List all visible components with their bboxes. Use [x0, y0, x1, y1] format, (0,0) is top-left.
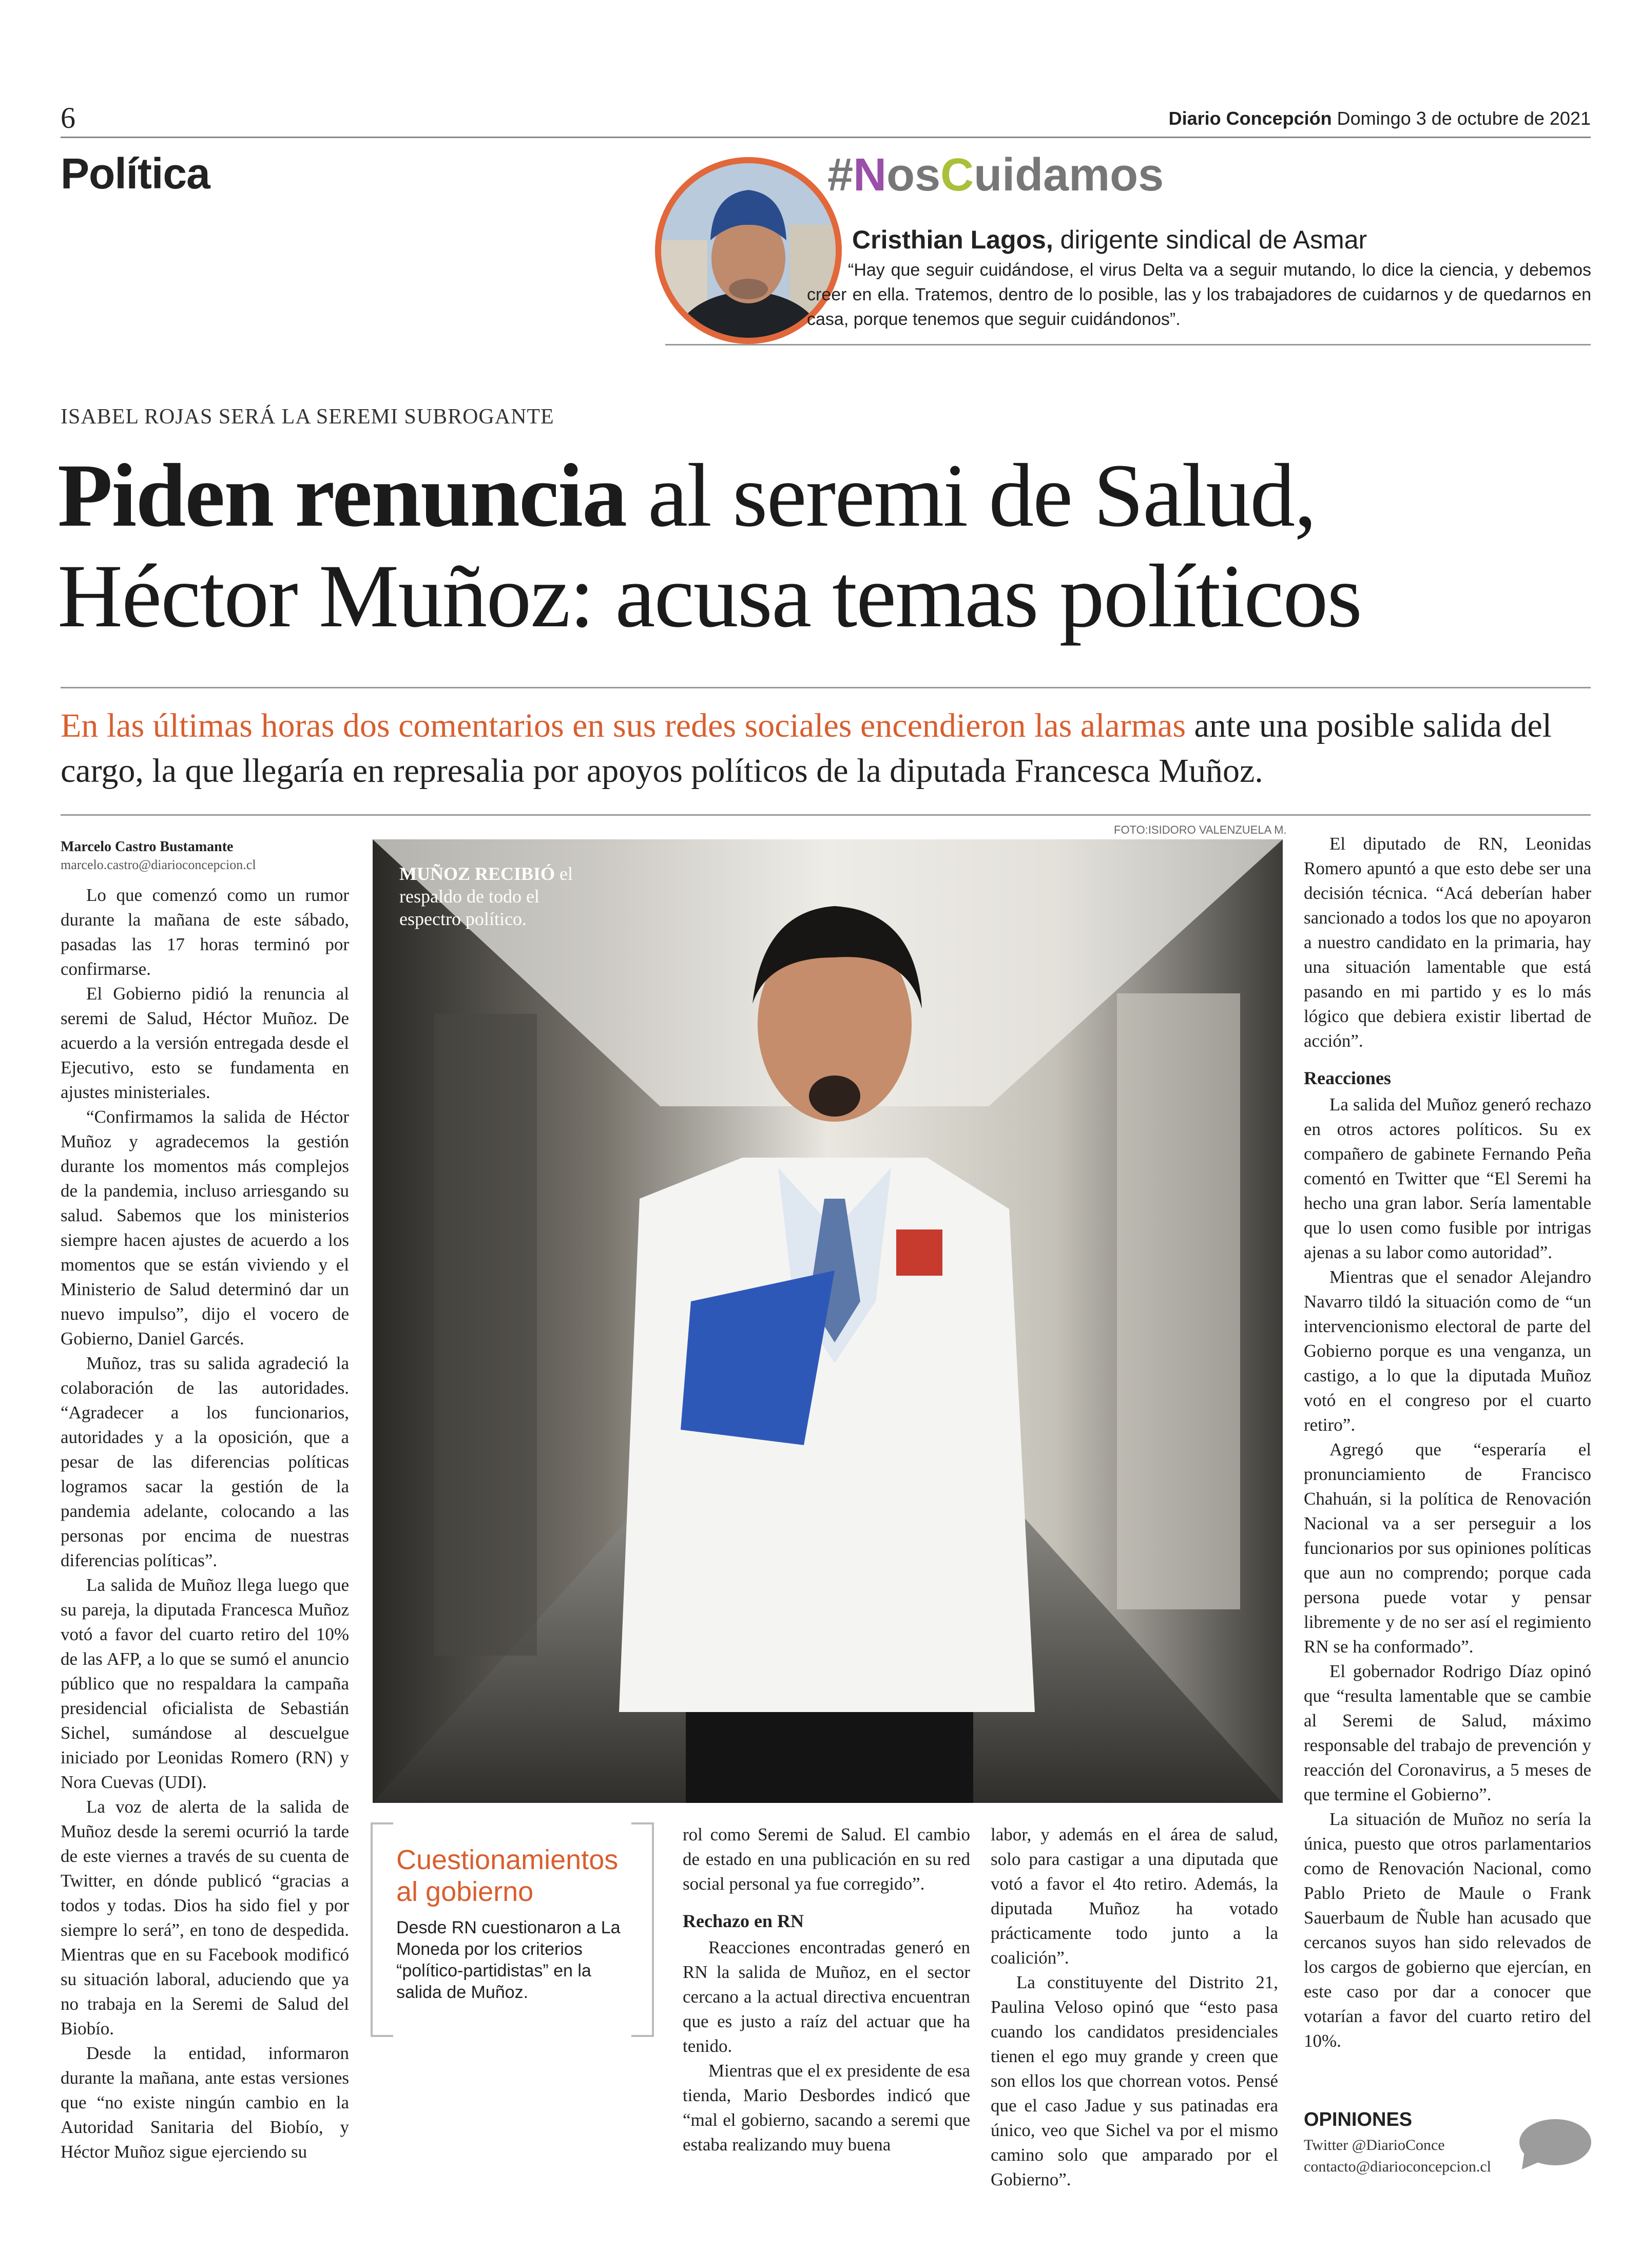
paragraph: La voz de alerta de la salida de Muñoz desde la seremi ocurrió la tarde de este viernes a través de su cuenta de Twitter, en dónde publicó “gracias a todos y todas. Dios ha sido fiel y por siempre lo será”, en tono de despedida. Mientras que en su Facebook modificó su situación laboral, aduciendo que ya no trabaja en la Seremi de Salud del Biobío.	[61, 1797, 349, 2039]
caption-rest: el respaldo de todo el espectro político.	[399, 863, 573, 929]
headline-part-2: Héctor Muñoz: acusa temas políticos	[57, 546, 1361, 646]
headline-bold: Piden renuncia	[57, 446, 627, 546]
sidebar-box	[371, 1822, 654, 2033]
paper-name: Diario Concepción	[1168, 108, 1332, 129]
paragraph: “Confirmamos la salida de Héctor Muñoz y agradecemos la gestión durante los momentos más complejos de la pandemia, incluso arriesgando su salud. Sabemos que los ministerios siempre hacen ajustes de acuerdo a los momentos que se están viviendo y el Ministerio de Salud determinó dar un nuevo impulso”, dijo el vocero de Gobierno, Daniel Garcés.	[61, 1107, 349, 1349]
column-middle-1	[683, 1822, 970, 2157]
deck-rest: ante una posible salida del cargo, la que llegaría en represalia por apoyos políticos de la diputada Francesca Muñoz.	[61, 707, 1552, 790]
opinions-twitter: Twitter @DiarioConce	[1304, 2137, 1445, 2154]
hashtag-os: os	[886, 149, 941, 201]
paragraph: Mientras que el senador Alejandro Navarro tildó la situación como de “un intervencionismo electoral de parte del Gobierno porque es una venganza, un castigo, a lo que la diputada Muñoz votó en el congreso por el cuarto retiro”.	[1304, 1267, 1591, 1435]
deck-rule	[61, 814, 1591, 816]
paragraph: Muñoz, tras su salida agradeció la colaboración de las autoridades. “Agradecer a los funcionarios, autoridades y a la oposición, que a pesar de las diferencias políticas logramos sacar la gestión de la pandemia adelante, colocando a las personas por encima de nuestras diferencias políticas”.	[61, 1353, 349, 1570]
paragraph: Mientras que el ex presidente de esa tienda, Mario Desbordes indicó que “mal el gobierno, sacando a seremi que estaba realizando muy buena	[683, 2061, 970, 2155]
deck-highlight: En las últimas horas dos comentarios en sus redes sociales encendieron las alarmas	[61, 707, 1186, 744]
byline-author: Marcelo Castro Bustamante	[61, 839, 234, 855]
paragraph: Reacciones encontradas generó en RN la salida de Muñoz, en el sector cercano a la actual directiva encuentran que es justo a raíz del actuar que ha tenido.	[683, 1937, 970, 2056]
opinions-title: OPINIONES	[1304, 2109, 1413, 2130]
sidebar-text: Desde RN cuestionaron a La Moneda por los criterios “político-partidistas” en la salida de Muñoz.	[396, 1918, 621, 2002]
quote-attribution	[852, 225, 1367, 255]
deck	[61, 703, 1591, 794]
issue-date: Domingo 3 de octubre de 2021	[1337, 108, 1591, 129]
sidebar-bracket-right	[631, 1822, 654, 2037]
column-left	[61, 883, 349, 2164]
sidebar-title: Cuestionamientos al gobierno	[396, 1844, 619, 1907]
hashtag-rest: uidamos	[974, 149, 1164, 201]
masthead	[1169, 108, 1591, 129]
paragraph: La salida de Muñoz llega luego que su pareja, la diputada Francesca Muñoz votó a favor del cuarto retiro del 10% de las AFP, a lo que se sumó el anuncio público que no respaldara la campaña presidencial oficialista de Sebastián Sichel, sumándose al descuelgue iniciado por Leonidas Romero (RN) y Nora Cuevas (UDI).	[61, 1575, 349, 1792]
quote-rule	[665, 344, 1591, 345]
main-photo	[373, 839, 1283, 1803]
quote-person-name: Cristhian Lagos,	[852, 225, 1053, 254]
photo-illustration	[373, 839, 1283, 1803]
headline	[57, 446, 1592, 647]
campaign-quote: “Hay que seguir cuidándose, el virus Delta va a seguir mutando, lo dice la ciencia, y debemos creer en ella. Tratemos, dentro de lo posible, las y los trabajadores de cuidarnos y de quedarnos en casa, porque tenemos que seguir cuidándonos”.	[807, 260, 1591, 329]
section-title: Política	[61, 149, 210, 198]
paragraph: La constituyente del Distrito 21, Paulina Veloso opinó que “esto pasa cuando los candidatos presidenciales tienen el ego muy grande y creen que son ellos los que chorrean votos. Pensé que el caso Jadue y sus patinadas era único, veo que Sichel va por el mismo camino solo que amparado por el Gobierno”.	[991, 1972, 1278, 2189]
paragraph: El diputado de RN, Leonidas Romero apuntó a que esto debe ser una decisión técnica. “Acá deberían haber sancionado a todos los que no apoyaron a nuestro candidato en la primaria, hay una situación lamentable que está pasando en mi partido y es lo más lógico que debiera existir libertad de acción”.	[1304, 834, 1591, 1051]
paragraph: La situación de Muñoz no sería la única, puesto que otros parlamentarios como de Renovación Nacional, como Pablo Prieto de Maule o Frank Sauerbaum de Ñuble han acusado que cercanos suyos han sido relevados de los cargos de gobierno que ejercían, en este caso por dar a conocer que votarían a favor del cuarto retiro del 10%.	[1304, 1809, 1591, 2051]
paragraph: Agregó que “esperaría el pronunciamiento de Francisco Chahuán, si la política de Renovación Nacional va a ser perseguir a los funcionarios por sus opiniones políticas que aun no comprendo; porque cada persona puede votar y pensar libremente y de no ser así el regimiento RN se ha conformado”.	[1304, 1439, 1591, 1657]
campaign-hashtag	[827, 149, 1164, 202]
paragraph: El Gobierno pidió la renuncia al seremi de Salud, Héctor Muñoz. De acuerdo a la versión entregada desde el Ejecutivo, esto se fundamenta en ajustes ministeriales.	[61, 984, 349, 1102]
hashtag-prefix: #	[827, 149, 854, 201]
hashtag-letter-c: C	[940, 149, 974, 201]
kicker: ISABEL ROJAS SERÁ LA SEREMI SUBROGANTE	[61, 405, 554, 429]
subheading-rechazo: Rechazo en RN	[683, 1911, 804, 1931]
photo-caption	[399, 862, 594, 930]
page-number: 6	[61, 101, 75, 134]
quote-person-role: dirigente sindical de Asmar	[1053, 225, 1367, 254]
paragraph: Desde la entidad, informaron durante la mañana, ante estas versiones que “no existe ningún cambio en la Autoridad Sanitaria del Biobío, y Héctor Muñoz sigue ejerciendo su	[61, 2043, 349, 2162]
paragraph: Lo que comenzó como un rumor durante la mañana de este sábado, pasadas las 17 horas terminó por confirmarse.	[61, 885, 349, 979]
column-right	[1304, 832, 1591, 2053]
subheading-reacciones: Reacciones	[1304, 1068, 1391, 1088]
paragraph: rol como Seremi de Salud. El cambio de estado en una publicación en su red social personal ya fue corregido”.	[683, 1824, 970, 1894]
paragraph: labor, y además en el área de salud, solo para castigar a una diputada que votó a favor el 4to retiro. Además, la diputada Muñoz ha votado prácticamente todo junto a la coalición”.	[991, 1824, 1278, 1968]
paragraph: La salida del Muñoz generó rechazo en otros actores políticos. Su ex compañero de gabinete Fernando Peña comentó en Twitter que “El Seremi ha hecho una gran labor. Sería lamentable que lo usen como fusible por intrigas ajenas a su labor como autoridad”.	[1304, 1094, 1591, 1262]
byline-email: marcelo.castro@diarioconcepcion.cl	[61, 857, 256, 872]
column-middle-2	[991, 1822, 1278, 2192]
top-rule	[61, 137, 1591, 138]
hashtag-letter-n: N	[853, 149, 887, 201]
headline-rule	[61, 687, 1591, 688]
photo-credit: FOTO:ISIDORO VALENZUELA M.	[1114, 823, 1287, 836]
paragraph: El gobernador Rodrigo Díaz opinó que “resulta lamentable que se cambie al Seremi de Salud, máximo responsable del trabajo de prevención y reacción del Coronavirus, a 5 meses de que termine el Gobierno”.	[1304, 1661, 1591, 1804]
opinions-email: contacto@diarioconcepcion.cl	[1304, 2158, 1491, 2175]
sidebar-bracket-left	[371, 1822, 393, 2037]
caption-bold: MUÑOZ RECIBIÓ	[399, 863, 555, 884]
headline-part-1: al seremi de Salud,	[626, 446, 1316, 546]
